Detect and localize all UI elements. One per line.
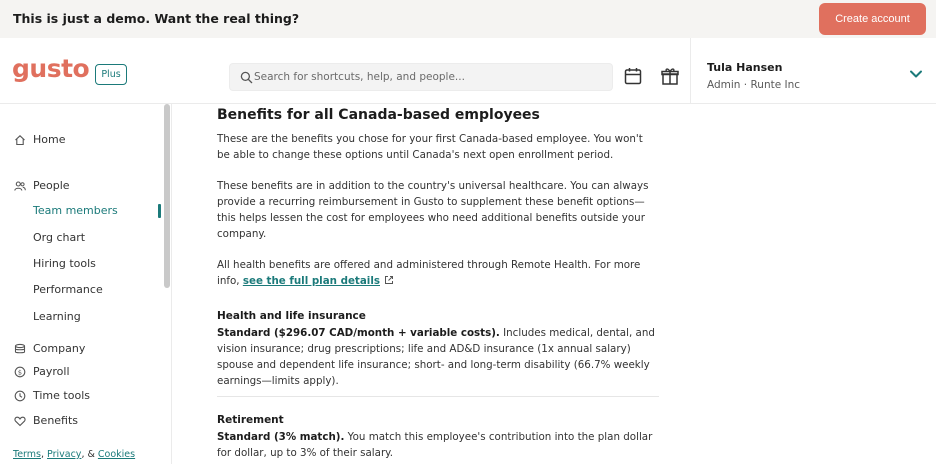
remote-health-text: All health benefits are offered and administered through Remote Health. For more info, xyxy=(217,259,641,287)
user-name[interactable]: Tula Hansen xyxy=(707,61,783,74)
calendar-icon[interactable] xyxy=(623,66,643,86)
top-header xyxy=(0,38,936,104)
sidebar-item-performance[interactable]: Performance xyxy=(33,283,103,296)
retirement-details: You match this employee's contribution into the plan dollar for dollar, up to 3% of their salary. xyxy=(217,431,653,459)
demo-banner xyxy=(0,0,936,38)
health-insurance-plan: Standard ($296.07 CAD/month + variable costs). xyxy=(217,327,500,339)
sidebar-item-label: Benefits xyxy=(33,414,79,427)
sidebar-item-company[interactable] xyxy=(14,342,85,355)
search-icon xyxy=(240,71,253,84)
retirement-title: Retirement xyxy=(217,414,284,426)
svg-text:$: $ xyxy=(17,367,23,376)
sidebar-item-label: Payroll xyxy=(33,365,70,378)
privacy-link[interactable]: Privacy xyxy=(47,449,82,460)
gusto-logo[interactable]: gusto xyxy=(12,54,90,83)
cookies-link[interactable]: Cookies xyxy=(97,449,136,460)
sidebar-item-learning[interactable]: Learning xyxy=(33,310,81,323)
clock-icon xyxy=(14,390,26,402)
gift-icon[interactable] xyxy=(660,66,680,86)
search-input[interactable] xyxy=(254,64,604,90)
external-link-icon[interactable] xyxy=(384,275,394,285)
chevron-down-icon[interactable] xyxy=(909,69,923,79)
sidebar-item-payroll[interactable] xyxy=(14,365,70,378)
healthcare-paragraph: These benefits are in addition to the country's universal healthcare. You can always provide a recurring reimbursement in Gusto to supplement these benefit options—this helps lessen the cost for employees who need additional benefits outside your company. xyxy=(217,180,649,240)
sidebar-item-team-members[interactable]: Team members xyxy=(33,204,118,217)
sidebar-item-org-chart[interactable]: Org chart xyxy=(33,231,86,244)
remote-health-paragraph xyxy=(217,257,657,289)
intro-paragraph: These are the benefits you chose for your first Canada-based employee. You won't be able to change these options until Canada's next open enrollment period. xyxy=(217,133,643,161)
company-icon xyxy=(14,343,26,355)
create-account-button[interactable]: Create account xyxy=(819,3,926,35)
terms-link[interactable]: Terms xyxy=(13,449,41,460)
sidebar-scrollbar[interactable] xyxy=(164,104,170,288)
heart-icon xyxy=(14,415,26,427)
sidebar-item-label: Company xyxy=(33,342,86,355)
plan-badge: Plus xyxy=(95,64,127,85)
footer-separator: , & xyxy=(81,449,98,460)
sidebar-item-label: People xyxy=(33,179,70,192)
search-box[interactable] xyxy=(229,63,613,91)
full-plan-details-link[interactable]: see the full plan details xyxy=(242,275,380,287)
people-icon xyxy=(14,180,26,192)
home-icon xyxy=(14,134,26,146)
health-insurance-details: Includes medical, dental, and vision insurance; drug prescriptions; life and AD&D insurance (1x annual salary) spouse and dependent life insurance; short- and long-term disability (66.7% weekly earnings—limits apply). xyxy=(217,327,655,387)
sidebar-item-home[interactable] xyxy=(14,133,65,146)
sidebar-item-label: Time tools xyxy=(33,389,90,402)
user-role: Admin · Runte Inc xyxy=(707,79,801,91)
sidebar-item-people[interactable] xyxy=(14,179,70,192)
payroll-icon xyxy=(14,366,26,378)
section-divider xyxy=(217,396,659,397)
header-divider xyxy=(690,38,691,104)
demo-banner-text: This is just a demo. Want the real thing? xyxy=(13,11,300,26)
active-indicator xyxy=(158,204,161,218)
retirement-plan: Standard (3% match). xyxy=(217,431,345,443)
health-insurance-description xyxy=(217,325,657,389)
sidebar-item-label: Home xyxy=(33,133,66,146)
health-insurance-title: Health and life insurance xyxy=(217,310,366,322)
footer-links xyxy=(13,449,135,460)
sidebar-item-hiring-tools[interactable]: Hiring tools xyxy=(33,257,96,270)
footer-separator: , xyxy=(40,449,48,460)
page-title: Benefits for all Canada-based employees xyxy=(217,107,540,123)
sidebar-item-benefits[interactable] xyxy=(14,414,78,427)
sidebar-item-time-tools[interactable] xyxy=(14,389,90,402)
retirement-description xyxy=(217,429,657,461)
